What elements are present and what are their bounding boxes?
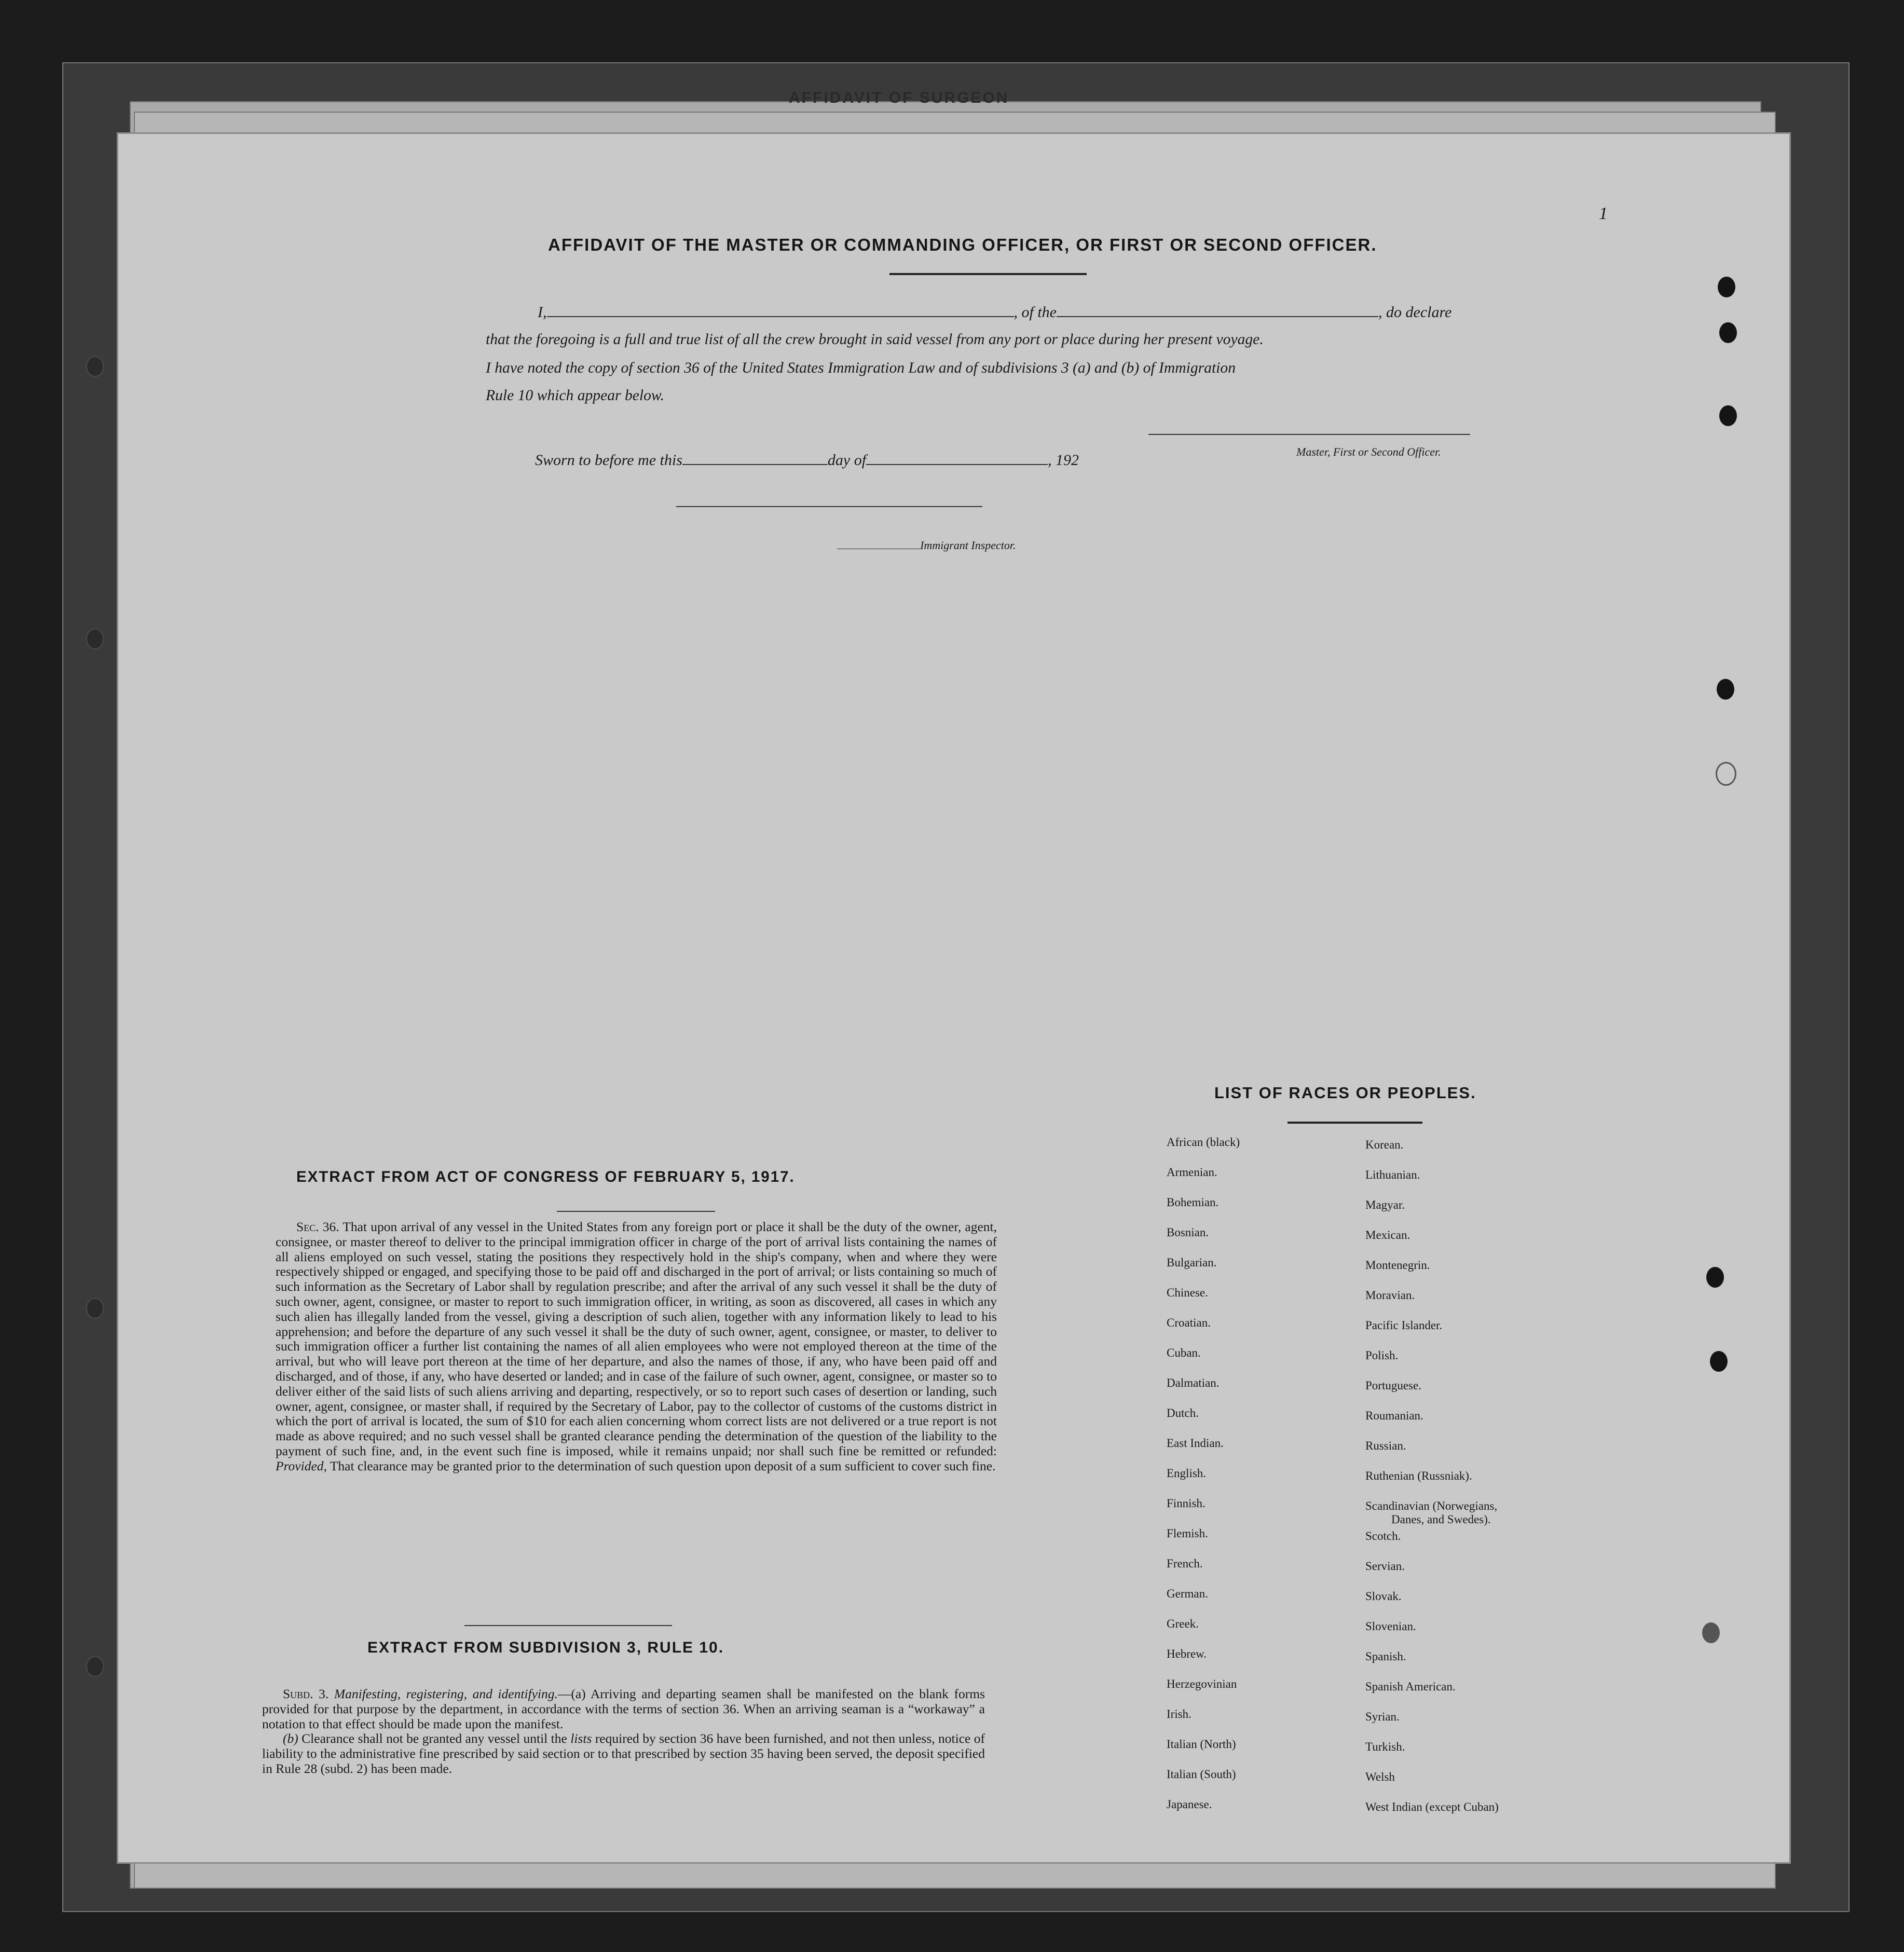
race-item: English. bbox=[1167, 1467, 1207, 1480]
race-item-continuation: Danes, and Swedes). bbox=[1391, 1513, 1491, 1526]
race-item: Japanese. bbox=[1167, 1798, 1212, 1811]
race-item: Welsh bbox=[1365, 1770, 1395, 1783]
race-item: Ruthenian (Russniak). bbox=[1365, 1469, 1472, 1482]
declaration-line-2: that the foregoing is a full and true list of all the crew brought in said vessel from any port or place during her present voyage. bbox=[486, 331, 1264, 348]
race-item: Magyar. bbox=[1365, 1198, 1405, 1211]
race-item: Armenian. bbox=[1167, 1166, 1217, 1179]
race-item: Slovenian. bbox=[1365, 1620, 1416, 1633]
master-signature-line bbox=[1148, 434, 1470, 435]
race-item: Servian. bbox=[1365, 1560, 1405, 1573]
binder-hole bbox=[1718, 277, 1735, 297]
race-item: Flemish. bbox=[1167, 1527, 1208, 1540]
race-item: Korean. bbox=[1365, 1138, 1404, 1151]
sworn-line: Sworn to before me this day of , 192 bbox=[535, 452, 1079, 469]
races-left-column bbox=[1167, 1136, 1240, 1828]
inspector-caption: Immigrant Inspector. bbox=[837, 539, 1016, 552]
race-item: Dalmatian. bbox=[1167, 1376, 1220, 1389]
declaration-line-1: I, , of the , do declare bbox=[538, 304, 1452, 321]
binder-hole bbox=[1706, 1267, 1724, 1288]
race-item: East Indian. bbox=[1167, 1437, 1224, 1450]
race-item: Bohemian. bbox=[1167, 1196, 1219, 1209]
race-item: Finnish. bbox=[1167, 1497, 1206, 1510]
rule-10-text: Subd. 3. Manifesting, registering, and identifying.—(a) Arriving and departing seamen shall be manifested on the blank forms provided for that purpose by the department, in accordance with the terms of section 36. When an arriving seaman is a “workaway” a notation to that effect should be made upon the manifest. (b) Clearance shall not be granted any vessel until the lists required by section 36 have been furnished, and not then unless, notice of liability to the administrative fine prescribed by said section or to that prescribed by section 35 having been served, the deposit specified in Rule 28 (subd. 2) has been made. bbox=[262, 1686, 985, 1776]
race-item: Hebrew. bbox=[1167, 1647, 1207, 1660]
race-item: Pacific Islander. bbox=[1365, 1319, 1443, 1332]
race-item: Greek. bbox=[1167, 1617, 1199, 1630]
race-item: Bosnian. bbox=[1167, 1226, 1209, 1239]
master-caption: Master, First or Second Officer. bbox=[1296, 445, 1441, 458]
race-item: Herzegovinian bbox=[1167, 1677, 1237, 1690]
race-item: Polish. bbox=[1365, 1349, 1399, 1362]
race-item: Montenegrin. bbox=[1365, 1259, 1430, 1272]
races-title: LIST OF RACES OR PEOPLES. bbox=[1214, 1084, 1476, 1102]
title-underline bbox=[889, 273, 1087, 275]
left-binder-hole bbox=[86, 356, 104, 377]
race-item: Spanish American. bbox=[1365, 1680, 1456, 1693]
races-right-column bbox=[1365, 1138, 1499, 1831]
section-36-text: Sec. 36. That upon arrival of any vessel in the United States from any foreign port or place it shall be the duty of the owner, agent, consignee, or master thereof to deliver to the principal immigration officer in charge of the port of arrival lists containing the names of all aliens employed on such vessel, stating the positions they respectively hold in the ship's company, when and where they were respectively shipped or engaged, and specifying those to be paid off and discharged in the port of arrival; or lists containing so much of such information as the Secretary of Labor shall by regulation prescribe; and after the arrival of any such vessel it shall be the duty of such owner, agent, consignee, or master to report to such immigration officer, in writing, as soon as discovered, all cases in which any such alien has illegally landed from the vessel, giving a description of such alien, together with any information likely to lead to his apprehension; and before the departure of any such vessel it shall be the duty of such owner, agent, consignee, or master, to deliver to such immigration officer a further list containing the names of all alien employees who were not employed thereon at the time of the arrival, but who will leave port thereon at the time of her departure, and also the names of those, if any, who have been paid off and discharged, and of those, if any, who have deserted or landed; and in case of the failure of such owner, agent, consignee, or master so to deliver either of the said lists of such aliens arriving and departing, respectively, or so to report such cases of desertion or landing, such owner, agent, consignee, or master shall, if required by the Secretary of Labor, pay to the collector of customs of the customs district in which the port of arrival is located, the sum of $10 for each alien concerning whom correct lists are not delivered or a true report is not made as above required; and no such vessel shall be granted clearance pending the determination of the question of the liability to the payment of such fine, and, in the event such fine is imposed, while it remains unpaid; nor shall such fine be remitted or refunded: Provided, That clearance may be granted prior to the determination of such question upon deposit of a sum sufficient to cover such fine. bbox=[276, 1219, 997, 1473]
race-item: Cuban. bbox=[1167, 1346, 1201, 1359]
extract-act-title: EXTRACT FROM ACT OF CONGRESS OF FEBRUARY 5, 1917. bbox=[296, 1168, 795, 1185]
race-item: Slovak. bbox=[1365, 1590, 1402, 1603]
binder-hole bbox=[1716, 762, 1736, 786]
race-item: Moravian. bbox=[1365, 1289, 1415, 1302]
race-item: Irish. bbox=[1167, 1708, 1191, 1721]
races-title-underline bbox=[1287, 1122, 1422, 1124]
binder-hole bbox=[1702, 1622, 1720, 1643]
extract-separator bbox=[464, 1625, 672, 1626]
race-item: Lithuanian. bbox=[1365, 1168, 1420, 1181]
affidavit-title: AFFIDAVIT OF THE MASTER OR COMMANDING OFFICER, OR FIRST OR SECOND OFFICER. bbox=[548, 235, 1377, 254]
race-item: Russian. bbox=[1365, 1439, 1406, 1452]
extract-rule-title: EXTRACT FROM SUBDIVISION 3, RULE 10. bbox=[367, 1639, 724, 1656]
race-item: Dutch. bbox=[1167, 1407, 1199, 1419]
race-item: Chinese. bbox=[1167, 1286, 1208, 1299]
race-item: Croatian. bbox=[1167, 1316, 1211, 1329]
race-item: Scandinavian (Norwegians, Danes, and Swedes). bbox=[1365, 1499, 1498, 1526]
left-binder-hole bbox=[86, 1298, 104, 1319]
race-item: West Indian (except Cuban) bbox=[1365, 1800, 1499, 1813]
race-item: Spanish. bbox=[1365, 1650, 1406, 1663]
race-item: Mexican. bbox=[1365, 1228, 1410, 1241]
race-item: Italian (North) bbox=[1167, 1738, 1236, 1751]
race-item: French. bbox=[1167, 1557, 1203, 1570]
race-item: Roumanian. bbox=[1365, 1409, 1423, 1422]
left-binder-hole bbox=[86, 1656, 104, 1677]
race-item: Bulgarian. bbox=[1167, 1256, 1217, 1269]
extract-act-underline bbox=[557, 1211, 715, 1212]
inspector-signature-line bbox=[676, 506, 982, 507]
race-item: Portuguese. bbox=[1365, 1379, 1421, 1392]
race-item: African (black) bbox=[1167, 1136, 1240, 1149]
binder-hole bbox=[1710, 1351, 1728, 1372]
left-binder-hole bbox=[86, 628, 104, 650]
binder-hole bbox=[1719, 405, 1737, 426]
race-item: Turkish. bbox=[1365, 1740, 1405, 1753]
race-item: Scotch. bbox=[1365, 1530, 1401, 1543]
race-item: Italian (South) bbox=[1167, 1768, 1236, 1781]
binder-hole bbox=[1717, 679, 1734, 700]
document-page bbox=[117, 132, 1791, 1864]
race-item: German. bbox=[1167, 1587, 1208, 1600]
binder-hole bbox=[1719, 322, 1737, 343]
race-item: Syrian. bbox=[1365, 1710, 1400, 1723]
declaration-line-4: Rule 10 which appear below. bbox=[486, 387, 664, 404]
declaration-line-3: I have noted the copy of section 36 of the United States Immigration Law and of subdivisions 3 (a) and (b) of Immigration bbox=[486, 360, 1236, 376]
strip-header: AFFIDAVIT OF SURGEON bbox=[789, 89, 1009, 106]
page-number: 1 bbox=[1599, 204, 1608, 223]
